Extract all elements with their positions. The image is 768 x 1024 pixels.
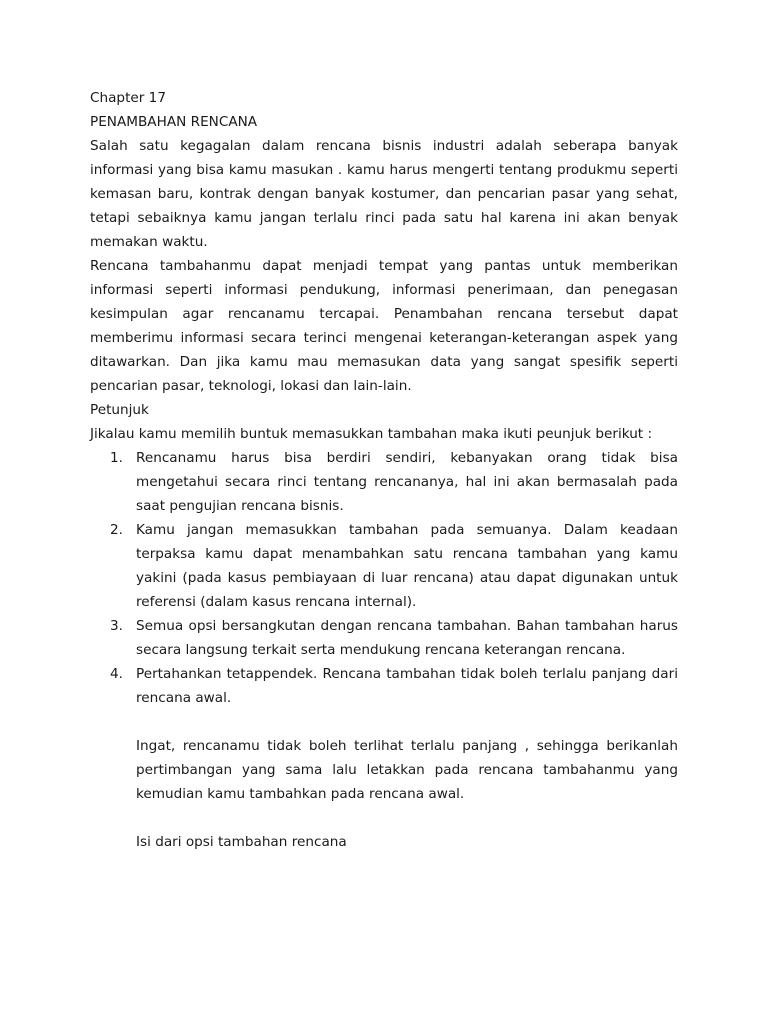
list-item (90, 518, 678, 614)
instructions-intro: Jikalau kamu memilih buntuk memasukkan tambahan maka ikuti peunjuk berikut : (90, 426, 653, 442)
final-line: Isi dari opsi tambahan rencana (136, 834, 347, 850)
list-item-number: 4. (110, 666, 123, 682)
paragraph-intro: Salah satu kegagalan dalam rencana bisnis industri adalah seberapa banyak informasi yang bisa kamu masukan . kamu harus mengerti tentang produkmu seperti kemasan baru, kontrak dengan banyak kostumer, dan pencarian pasar yang sehat, tetapi sebaiknya kamu jangan terlalu rinci pada satu hal karena ini akan benyak memakan waktu. (90, 138, 678, 250)
closing-paragraph: Ingat, rencanamu tidak boleh terlihat terlalu panjang , sehingga berikanlah pertimbangan yang sama lalu letakkan pada rencana tambahanmu yang kemudian kamu tambahkan pada rencana awal. (136, 738, 678, 802)
instruction-list (90, 446, 678, 710)
list-item (90, 446, 678, 518)
list-item-text: Semua opsi bersangkutan dengan rencana tambahan. Bahan tambahan harus secara langsung terkait serta mendukung rencana keterangan rencana. (136, 618, 678, 658)
chapter-label: Chapter 17 (90, 90, 166, 106)
list-item-number: 3. (110, 618, 123, 634)
list-item-text: Pertahankan tetappendek. Rencana tambahan tidak boleh terlalu panjang dari rencana awal. (136, 666, 678, 706)
list-item-text: Kamu jangan memasukkan tambahan pada semuanya. Dalam keadaan terpaksa kamu dapat menambahkan satu rencana tambahan yang kamu yakini (pada kasus pembiayaan di luar rencana) atau dapat digunakan untuk referensi (dalam kasus rencana internal). (136, 522, 678, 610)
document-body (90, 86, 678, 854)
list-item (90, 662, 678, 710)
section-heading: PENAMBAHAN RENCANA (90, 114, 258, 130)
list-item (90, 614, 678, 662)
subheading-petunjuk: Petunjuk (90, 402, 149, 418)
list-item-text: Rencanamu harus bisa berdiri sendiri, kebanyakan orang tidak bisa mengetahui secara rinci tentang rencananya, hal ini akan bermasalah pada saat pengujian rencana bisnis. (136, 450, 678, 514)
list-item-number: 2. (110, 522, 123, 538)
paragraph-supplement: Rencana tambahanmu dapat menjadi tempat yang pantas untuk memberikan informasi seperti informasi pendukung, informasi penerimaan, dan penegasan kesimpulan agar rencanamu tercapai. Penambahan rencana tersebut dapat memberimu informasi secara terinci mengenai keterangan-keterangan aspek yang ditawarkan. Dan jika kamu mau memasukan data yang sangat spesifik seperti pencarian pasar, teknologi, lokasi dan lain-lain. (90, 258, 678, 394)
list-item-number: 1. (110, 450, 123, 466)
